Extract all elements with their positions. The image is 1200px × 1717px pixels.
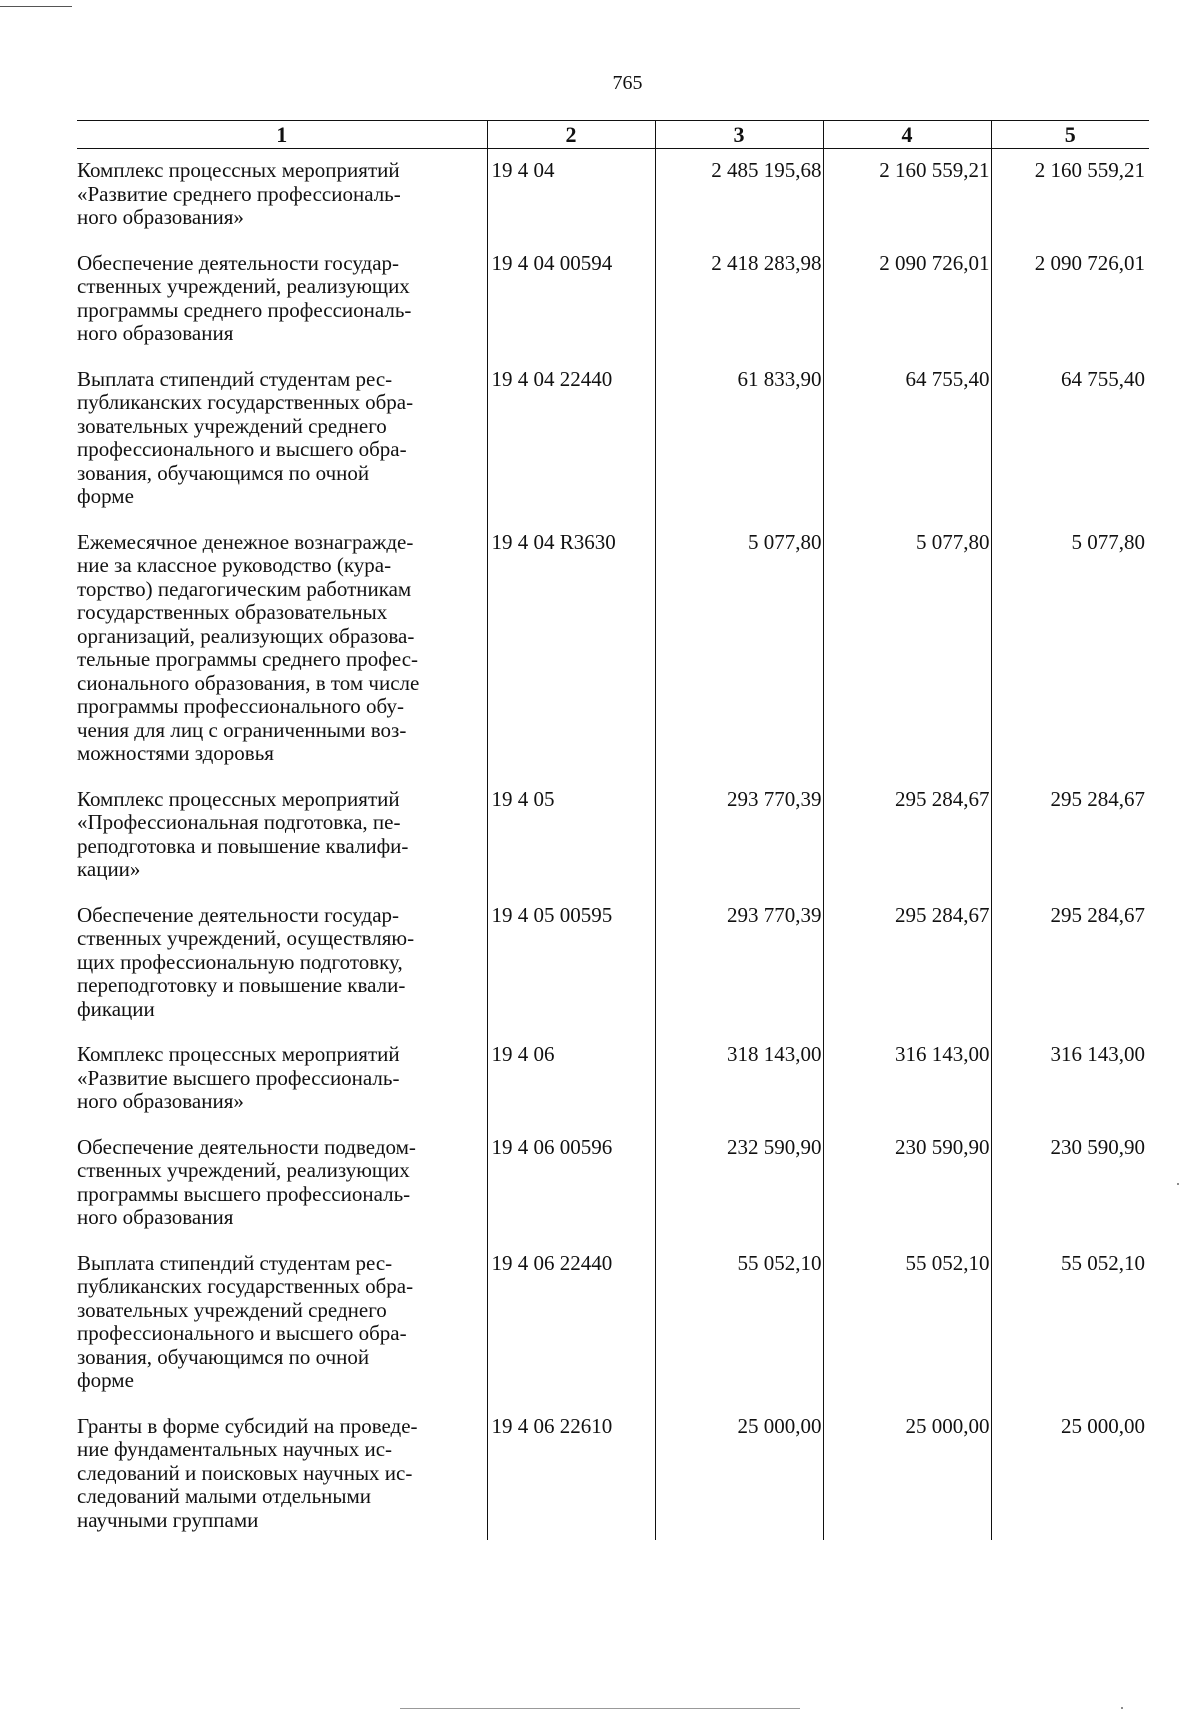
table-row <box>77 778 1149 894</box>
row-name: Комплекс процессных мероприятий «Развитие высшего профессиональ- ного образования» <box>77 1042 400 1113</box>
row-value-col4: 5 077,80 <box>823 521 991 778</box>
column-header-1: 1 <box>77 121 487 149</box>
row-value-col5: 230 590,90 <box>991 1126 1149 1242</box>
row-value-col4: 295 284,67 <box>823 894 991 1034</box>
row-code: 19 4 04 R3630 <box>487 521 655 778</box>
row-value-col4: 230 590,90 <box>823 1126 991 1242</box>
row-value-col3: 293 770,39 <box>655 894 823 1034</box>
row-value-col3: 232 590,90 <box>655 1126 823 1242</box>
table-row <box>77 1126 1149 1242</box>
scan-artifact-line <box>0 6 72 7</box>
row-name: Комплекс процессных мероприятий «Развитие среднего профессиональ- ного образования» <box>77 158 401 229</box>
row-name: Обеспечение деятельности государ- ственных учреждений, осуществляю- щих профессиональную подготовку, переподготовку и повышение квали- фикации <box>77 902 415 1021</box>
table-row <box>77 149 1149 242</box>
page-number: 765 <box>612 72 643 94</box>
row-value-col4: 2 090 726,01 <box>823 242 991 358</box>
row-value-col5: 55 052,10 <box>991 1242 1149 1405</box>
row-value-col4: 316 143,00 <box>823 1033 991 1126</box>
row-value-col4: 295 284,67 <box>823 778 991 894</box>
row-code: 19 4 04 <box>487 149 655 242</box>
row-value-col5: 295 284,67 <box>991 778 1149 894</box>
table-row <box>77 521 1149 778</box>
table-row <box>77 894 1149 1034</box>
row-value-col4: 55 052,10 <box>823 1242 991 1405</box>
row-name: Обеспечение деятельности подведом- ственных учреждений, реализующих программы высшего профессиональ- ного образования <box>77 1134 416 1229</box>
row-code: 19 4 05 00595 <box>487 894 655 1034</box>
row-code: 19 4 06 22440 <box>487 1242 655 1405</box>
column-header-5: 5 <box>991 121 1149 149</box>
row-code: 19 4 06 22610 <box>487 1405 655 1541</box>
row-value-col5: 5 077,80 <box>991 521 1149 778</box>
row-code: 19 4 06 <box>487 1033 655 1126</box>
row-value-col4: 64 755,40 <box>823 358 991 521</box>
row-code: 19 4 06 00596 <box>487 1126 655 1242</box>
row-value-col3: 5 077,80 <box>655 521 823 778</box>
table-row <box>77 1242 1149 1405</box>
row-value-col5: 316 143,00 <box>991 1033 1149 1126</box>
row-value-col4: 2 160 559,21 <box>823 149 991 242</box>
column-header-4: 4 <box>823 121 991 149</box>
row-value-col5: 64 755,40 <box>991 358 1149 521</box>
row-name: Ежемесячное денежное вознагражде- ние за классное руководство (кура- торство) педагогическим работникам государственных образовательных организаций, реализующих образова- тельные программы среднего профес- сионального образования, в том числе программы профессионального обу- чения для лиц с ограниченными воз- можностями здоровья <box>77 529 420 765</box>
scan-artifact-dot <box>1121 1707 1123 1709</box>
row-name: Обеспечение деятельности государ- ственных учреждений, реализующих программы среднего профессиональ- ного образования <box>77 250 412 345</box>
row-code: 19 4 05 <box>487 778 655 894</box>
row-value-col3: 55 052,10 <box>655 1242 823 1405</box>
scan-artifact-dot <box>1177 1183 1179 1185</box>
row-name: Комплекс процессных мероприятий «Профессиональная подготовка, пе- реподготовка и повышение квалифи- кации» <box>77 786 409 881</box>
row-value-col3: 318 143,00 <box>655 1033 823 1126</box>
row-value-col3: 2 485 195,68 <box>655 149 823 242</box>
budget-table <box>77 120 1149 1540</box>
row-value-col5: 2 090 726,01 <box>991 242 1149 358</box>
row-value-col5: 25 000,00 <box>991 1405 1149 1541</box>
row-name: Выплата стипендий студентам рес- публиканских государственных обра- зовательных учреждений среднего профессионального и высшего обра- зования, обучающимся по очной форме <box>77 1250 414 1392</box>
column-header-3: 3 <box>655 121 823 149</box>
row-name: Выплата стипендий студентам рес- публиканских государственных обра- зовательных учреждений среднего профессионального и высшего обра- зования, обучающимся по очной форме <box>77 366 414 508</box>
table-row <box>77 242 1149 358</box>
row-value-col3: 61 833,90 <box>655 358 823 521</box>
row-value-col3: 293 770,39 <box>655 778 823 894</box>
row-value-col4: 25 000,00 <box>823 1405 991 1541</box>
column-header-2: 2 <box>487 121 655 149</box>
row-code: 19 4 04 00594 <box>487 242 655 358</box>
table-row <box>77 1033 1149 1126</box>
table-row <box>77 358 1149 521</box>
scan-artifact-line <box>400 1708 800 1709</box>
row-value-col3: 2 418 283,98 <box>655 242 823 358</box>
row-code: 19 4 04 22440 <box>487 358 655 521</box>
row-value-col5: 2 160 559,21 <box>991 149 1149 242</box>
row-value-col3: 25 000,00 <box>655 1405 823 1541</box>
row-value-col5: 295 284,67 <box>991 894 1149 1034</box>
row-name: Гранты в форме субсидий на проведе- ние фундаментальных научных ис- следований и поисковых научных ис- следований малыми отдельными научными группами <box>77 1413 418 1532</box>
table-header-row <box>77 121 1149 149</box>
table-row <box>77 1405 1149 1541</box>
